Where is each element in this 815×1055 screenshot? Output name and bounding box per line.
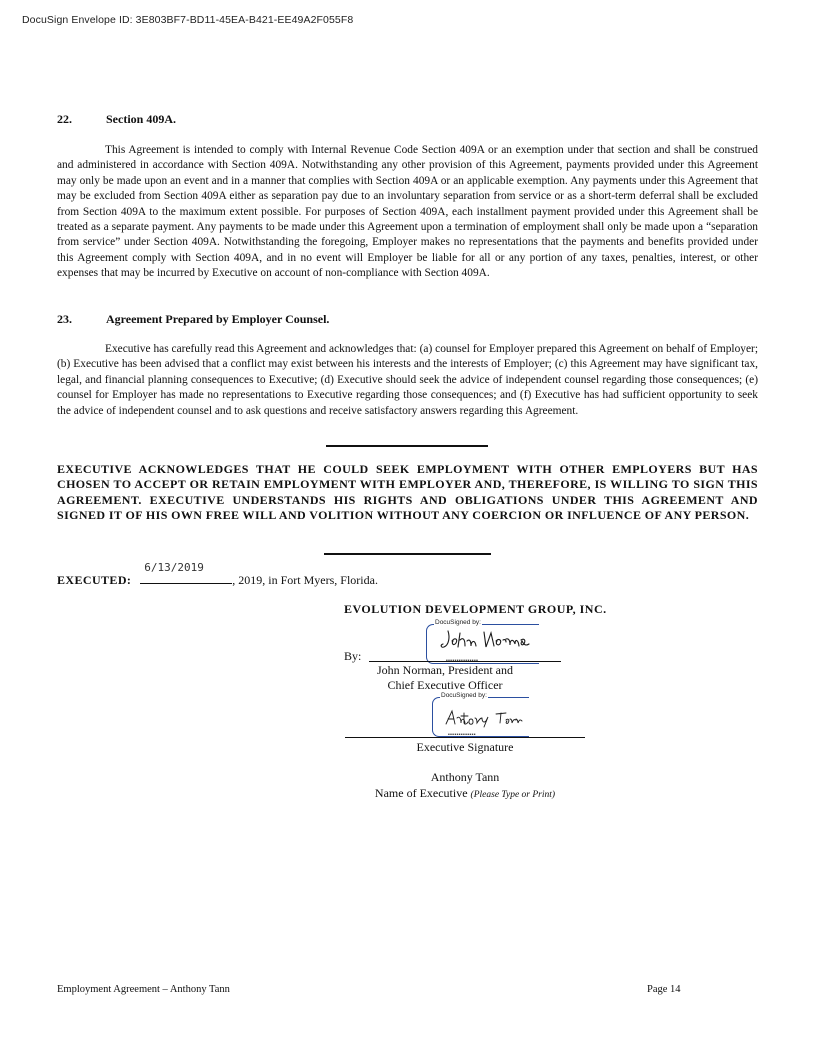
section-22-number: 22. <box>57 112 72 126</box>
docusigned-label-executive: DocuSigned by: <box>441 692 487 699</box>
signatory-title-line2: Chief Executive Officer <box>387 678 503 692</box>
executive-signature-line <box>345 737 585 738</box>
acknowledgement-paragraph: EXECUTIVE ACKNOWLEDGES THAT HE COULD SEEK EMPLOYMENT WITH OTHER EMPLOYERS BUT HAS CHOSEN TO ACCEPT OR RETAIN EMPLOYMENT WITH EMPLOYER AND, THEREFORE, IS WILLING TO SIGN THIS AGREEMENT. EXECUTIVE UNDERSTANDS HIS RIGHTS AND OBLIGATIONS UNDER THIS AGREEMENT AND SIGNED IT OF HIS OWN FREE WILL AND VOLITION WITHOUT ANY COERCION OR INFLUENCE OF ANY PERSON. <box>57 462 758 523</box>
executive-name: Anthony Tann <box>430 770 500 784</box>
section-22-heading <box>57 112 176 127</box>
by-label: By: <box>344 649 362 663</box>
signature-executive-graphic <box>444 708 524 728</box>
section-23-body: Executive has carefully read this Agreement and acknowledges that: (a) counsel for Employer prepared this Agreement on behalf of Employer; (b) Executive has been advised that a conflict may exist between his interests and the interests of Employer; (c) this Agreement may have significant tax, legal, and financial planning consequences to Executive; (d) Executive should seek the advice of independent counsel regarding those consequences; (e) counsel for Employer has made no representations to Executive regarding those consequences; and (f) Executive has had sufficient opportunity to seek the advice of independent counsel and to ask questions and receive satisfactory answers regarding this Agreement. <box>57 343 758 417</box>
executed-line <box>57 561 378 588</box>
footer-document-title: Employment Agreement – Anthony Tann <box>57 984 230 995</box>
signature-executive-text: Anthony Tann <box>444 708 450 709</box>
employer-signature-line <box>369 661 561 662</box>
signature-employer-text: John Norman <box>436 627 442 628</box>
envelope-id: DocuSign Envelope ID: 3E803BF7-BD11-45EA-B421-EE49A2F055F8 <box>22 14 354 26</box>
executive-name-caption-line <box>345 786 585 801</box>
footer-page-number: Page 14 <box>647 984 681 995</box>
section-23-heading <box>57 312 329 327</box>
signatory-name-title: John Norman, President and <box>377 663 513 677</box>
executed-label: EXECUTED: <box>57 573 132 587</box>
executive-name-caption: Name of Executive <box>374 786 468 800</box>
docusign-id-executive: ▪▪▪▪▪▪▪▪▪▪▪▪▪ <box>448 732 476 738</box>
section-22-title: Section 409A. <box>106 112 176 126</box>
executive-name-caption-note: (Please Type or Print) <box>470 790 556 800</box>
section-22-body: This Agreement is intended to comply with Internal Revenue Code Section 409A or an exemption under that section and shall be construed and administered in accordance with Section 409A. Notwithstanding any other provision of this Agreement, payments provided under this Agreement may only be made upon an event and in a manner that complies with Section 409A or an applicable exemption. Any payments under this Agreement that may be excluded from Section 409A either as separation pay due to an involuntary separation from service or as a short-term deferral shall be excluded from Section 409A to the maximum extent possible. For purposes of Section 409A, each installment payment provided under this Agreement shall be treated as a separate payment. Any payments to be made under this Agreement upon a termination of employment shall only be made upon a “separation from service” under Section 409A. Notwithstanding the foregoing, Employer makes no representations that the payments and benefits provided under this Agreement comply with Section 409A, and in no event will Employer be liable for all or any portion of any taxes, penalties, interest, or other expenses that may be incurred by Executive on account of non-compliance with Section 409A. <box>57 144 758 280</box>
divider-rule-bottom <box>324 553 491 555</box>
company-name: EVOLUTION DEVELOPMENT GROUP, INC. <box>344 602 607 616</box>
docusigned-label-employer: DocuSigned by: <box>435 619 481 626</box>
executed-date-field <box>140 561 232 584</box>
divider-rule-top <box>326 445 488 447</box>
executive-signature-caption: Executive Signature <box>416 740 514 754</box>
executed-suffix: , 2019, in Fort Myers, Florida. <box>232 573 378 587</box>
executed-date-handwritten: 6/13/2019 <box>144 561 204 574</box>
docusign-id-employer: ▪▪▪▪▪▪▪▪▪▪▪▪▪▪▪ <box>446 658 479 664</box>
section-23-number: 23. <box>57 312 72 326</box>
section-23-title: Agreement Prepared by Employer Counsel. <box>106 312 330 326</box>
signature-employer-graphic <box>436 627 536 653</box>
